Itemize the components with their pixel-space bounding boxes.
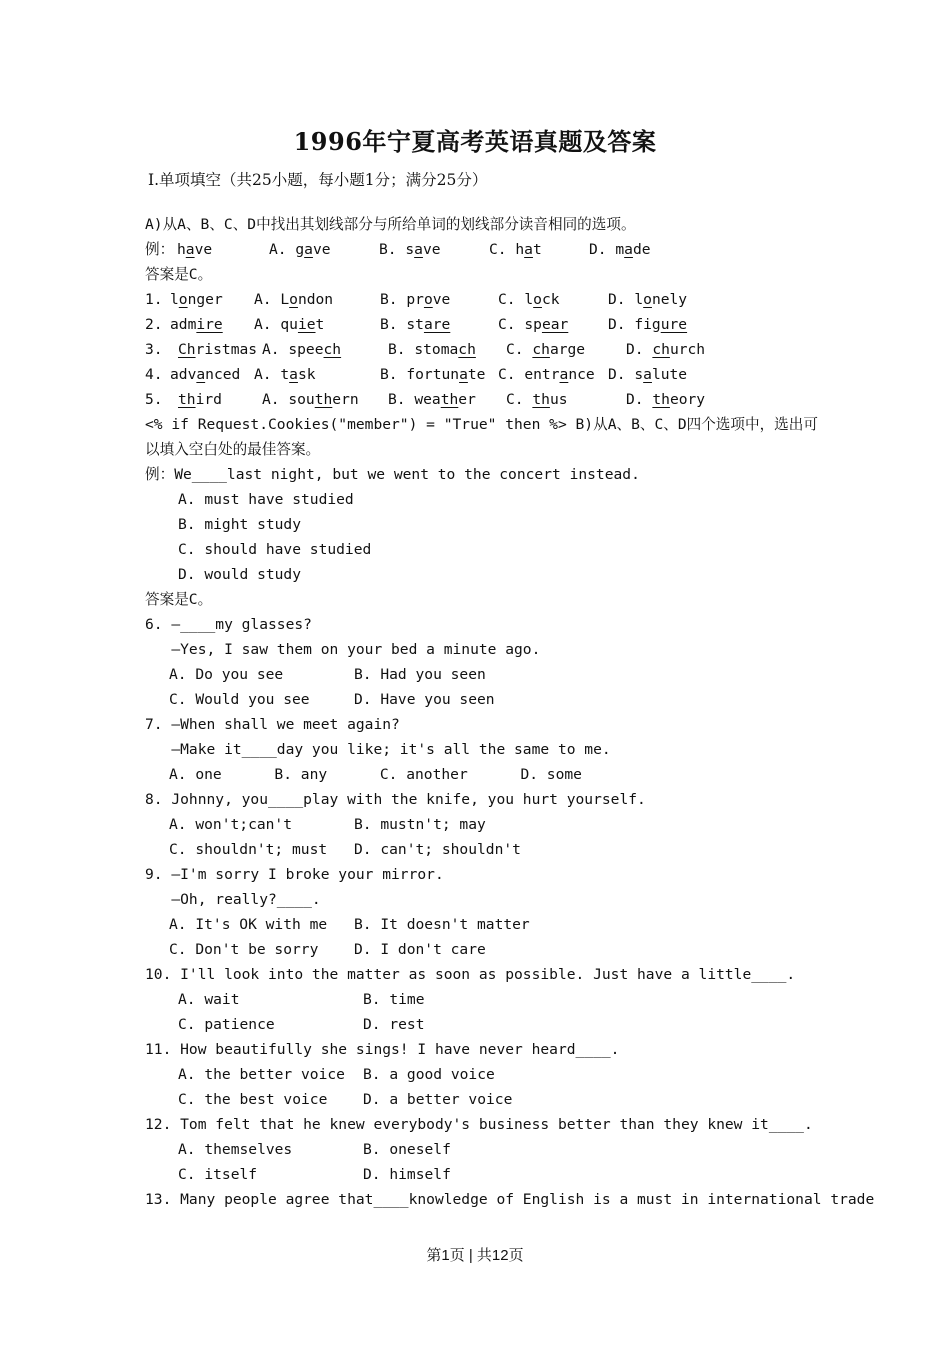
- option: C. shouldn't; must: [169, 841, 328, 858]
- question-option: D. church: [626, 341, 706, 358]
- option-row: [145, 937, 825, 962]
- option-row: [145, 662, 825, 687]
- option: B. Had you seen: [354, 666, 486, 683]
- example-option: C. should have studied: [178, 541, 372, 558]
- example-option: C. hat: [489, 241, 542, 258]
- example-option: D. made: [589, 241, 651, 258]
- part-b-example: 例：We____last night, but we went to the concert instead.: [145, 466, 640, 483]
- answer: 答案是C。: [145, 266, 213, 283]
- page-footer: 第1页 | 共12页: [426, 1247, 524, 1264]
- question-number: 1.: [145, 291, 163, 308]
- example-option: D. would study: [178, 566, 302, 583]
- option-row: [145, 1062, 825, 1087]
- question-text: —Yes, I saw them on your bed a minute ago.: [145, 641, 541, 658]
- phonetics-question: [145, 337, 825, 362]
- part-a-instruction: A)从A、B、C、D中找出其划线部分与所给单词的划线部分读音相同的选项。: [145, 216, 636, 233]
- option: A. wait: [178, 991, 240, 1008]
- question-number: 2.: [145, 316, 163, 333]
- question-text: —Oh, really?____.: [145, 891, 321, 908]
- question-number: 5.: [145, 391, 163, 408]
- option: D. a better voice: [363, 1091, 513, 1108]
- question-option: B. fortunate: [380, 366, 486, 383]
- option: C. itself: [178, 1166, 258, 1183]
- example-option: B. save: [379, 241, 441, 258]
- phonetics-question: [145, 362, 825, 387]
- option-row: [145, 837, 825, 862]
- question-option: B. stare: [380, 316, 451, 333]
- part-b-instruction: <% if Request.Cookies("member") = "True" then %> B)从A、B、C、D四个选项中，选出可以填入空白处的最佳答案。: [145, 416, 818, 458]
- question-word: advanced: [170, 366, 241, 383]
- option-row: [145, 1137, 825, 1162]
- option: A. Do you see: [169, 666, 284, 683]
- option-row: [145, 1087, 825, 1112]
- answer: 答案是C。: [145, 591, 213, 608]
- option-row: [145, 912, 825, 937]
- question-option: D. figure: [608, 316, 688, 333]
- document-title: 1996年宁夏高考英语真题及答案: [293, 127, 657, 156]
- option: A. won't;can't: [169, 816, 293, 833]
- question-text: 8. Johnny, you____play with the knife, you hurt yourself.: [145, 791, 646, 808]
- option-row: [145, 987, 825, 1012]
- option-row: [145, 812, 825, 837]
- option: C. Would you see: [169, 691, 310, 708]
- question-option: C. thus: [506, 391, 568, 408]
- option: C. patience: [178, 1016, 275, 1033]
- option: C. the best voice: [178, 1091, 328, 1108]
- section-heading: Ⅰ.单项填空（共25小题，每小题1分；满分25分）: [148, 171, 488, 189]
- question-number: 3.: [145, 341, 163, 358]
- question-text: 9. —I'm sorry I broke your mirror.: [145, 866, 444, 883]
- option: D. Have you seen: [354, 691, 495, 708]
- option: D. rest: [363, 1016, 425, 1033]
- example-option: B. might study: [178, 516, 302, 533]
- question-text: 13. Many people agree that____knowledge of English is a must in international trade: [145, 1191, 875, 1208]
- question-option: A. southern: [262, 391, 359, 408]
- question-word: third: [178, 391, 222, 408]
- question-text: 11. How beautifully she sings! I have never heard____.: [145, 1041, 620, 1058]
- option: D. can't; shouldn't: [354, 841, 521, 858]
- question-text: —Make it____day you like; it's all the same to me.: [145, 741, 611, 758]
- question-option: D. salute: [608, 366, 688, 383]
- example-option: A. gave: [269, 241, 331, 258]
- option: B. oneself: [363, 1141, 451, 1158]
- question-option: A. speech: [262, 341, 342, 358]
- question-option: B. weather: [388, 391, 476, 408]
- example-option: A. must have studied: [178, 491, 354, 508]
- example-word: have: [177, 241, 213, 258]
- option-row: [145, 1012, 825, 1037]
- question-option: C. spear: [498, 316, 569, 333]
- option-row: [145, 687, 825, 712]
- option: A. the better voice: [178, 1066, 345, 1083]
- option: B. It doesn't matter: [354, 916, 530, 933]
- option-row: A. one B. any C. another D. some: [169, 766, 582, 783]
- question-option: D. lonely: [608, 291, 688, 308]
- question-word: admire: [170, 316, 223, 333]
- option: B. mustn't; may: [354, 816, 486, 833]
- question-text: 12. Tom felt that he knew everybody's business better than they knew it____.: [145, 1116, 813, 1133]
- option: C. Don't be sorry: [169, 941, 319, 958]
- question-text: 6. —____my glasses?: [145, 616, 312, 633]
- question-word: Christmas: [178, 341, 258, 358]
- question-option: B. prove: [380, 291, 451, 308]
- question-option: C. charge: [506, 341, 586, 358]
- question-word: longer: [170, 291, 223, 308]
- option: D. himself: [363, 1166, 451, 1183]
- question-option: B. stomach: [388, 341, 476, 358]
- question-option: A. task: [254, 366, 316, 383]
- question-option: A. quiet: [254, 316, 325, 333]
- phonetics-question: [145, 312, 825, 337]
- part-a-example: [145, 237, 825, 262]
- option: A. themselves: [178, 1141, 293, 1158]
- option: B. a good voice: [363, 1066, 495, 1083]
- question-option: C. lock: [498, 291, 560, 308]
- option-row: [145, 1162, 825, 1187]
- example-label: 例：: [145, 241, 175, 258]
- question-option: A. London: [254, 291, 334, 308]
- option: B. time: [363, 991, 425, 1008]
- question-option: C. entrance: [498, 366, 595, 383]
- option: A. It's OK with me: [169, 916, 328, 933]
- question-option: D. theory: [626, 391, 706, 408]
- phonetics-question: [145, 387, 825, 412]
- phonetics-question: [145, 287, 825, 312]
- document-body: [145, 212, 875, 1212]
- question-text: 7. —When shall we meet again?: [145, 716, 400, 733]
- option: D. I don't care: [354, 941, 486, 958]
- question-text: 10. I'll look into the matter as soon as possible. Just have a little____.: [145, 966, 796, 983]
- question-number: 4.: [145, 366, 163, 383]
